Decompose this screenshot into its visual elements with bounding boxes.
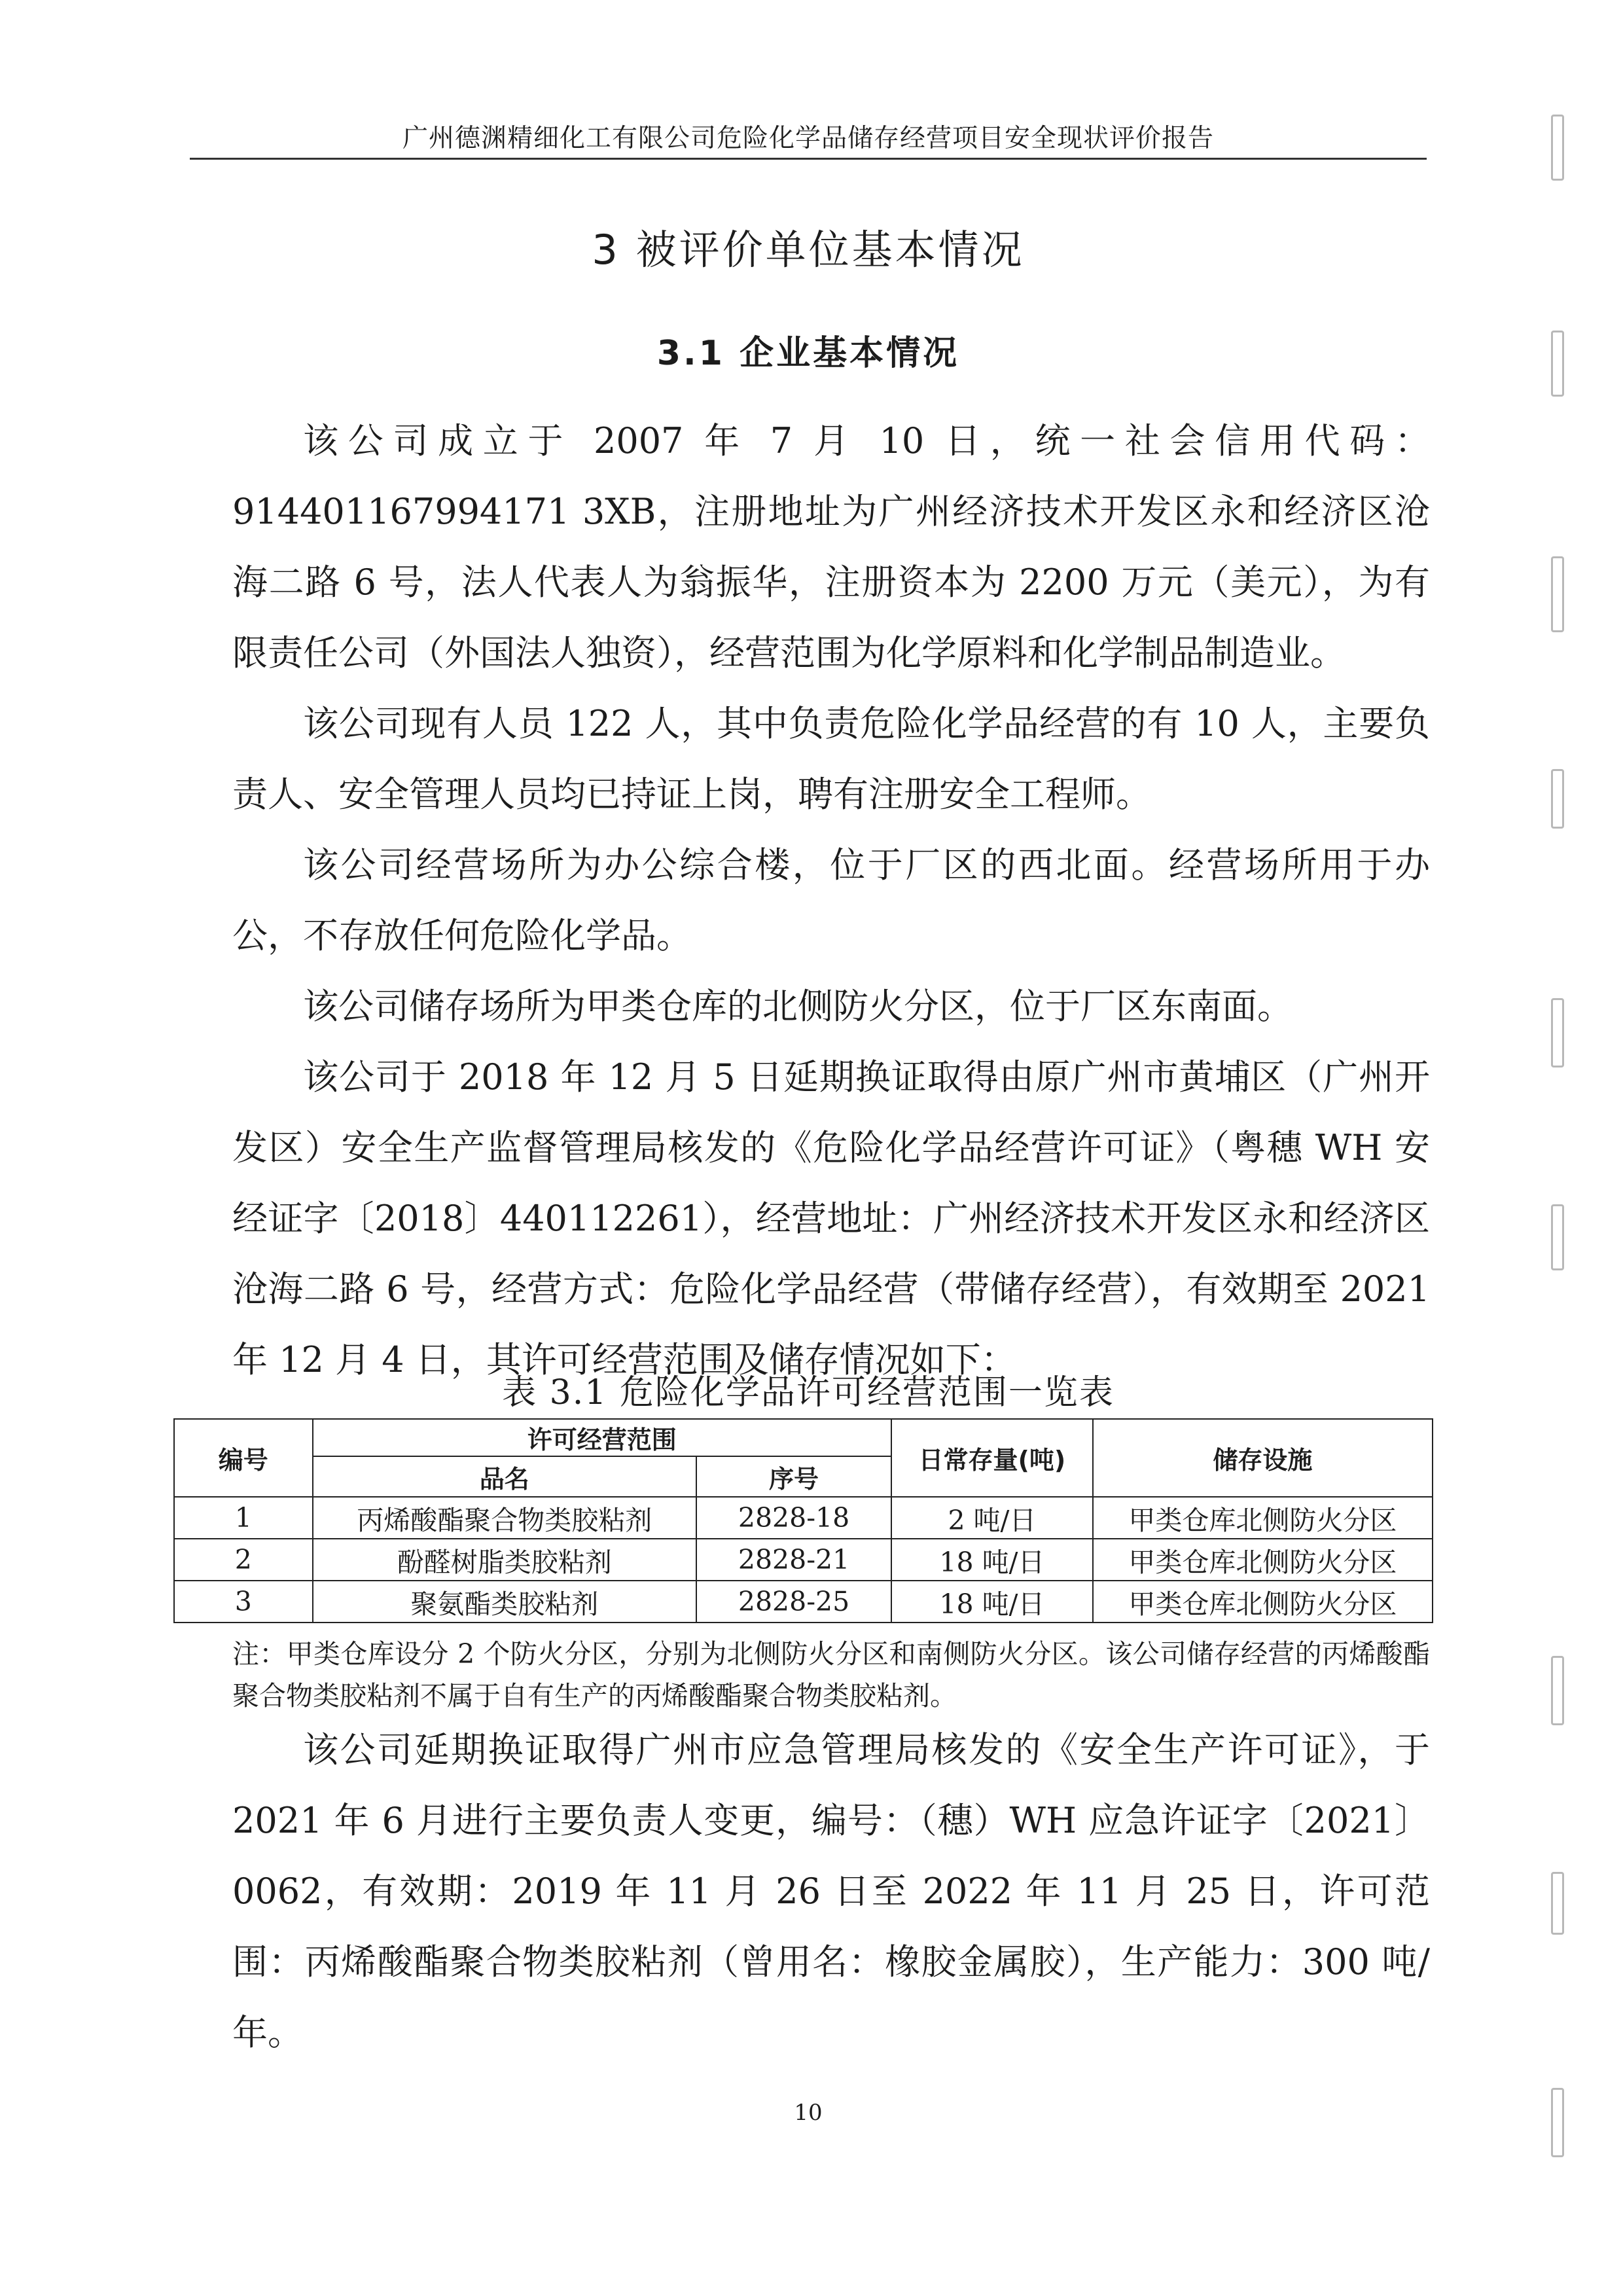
header-scope: 许可经营范围 [313, 1419, 892, 1456]
paragraph-company-registration: 该公司成立于 2007 年 7 月 10 日，统一社会信用代码：914401167994171 3XB，注册地址为广州经济技术开发区永和经济区沧海二路 6 号，法人代表人为翁振华，注册资本为 2200 万元（美元），为有限责任公司（外国法人独资），经营范围为化学原料和化学制品制造业。 [232, 420, 1430, 673]
header-facility: 储存设施 [1093, 1419, 1433, 1497]
cell-serial: 2828-25 [696, 1581, 891, 1623]
license-scope-table [173, 1418, 1433, 1623]
paragraph-business-premises: 该公司经营场所为办公综合楼，位于厂区的西北面。经营场所用于办公，不存放任何危险化学品。 [232, 844, 1430, 956]
cell-qty: 2 吨/日 [891, 1497, 1093, 1539]
cell-no: 1 [174, 1497, 313, 1539]
cell-name: 丙烯酸酯聚合物类胶粘剂 [313, 1497, 697, 1539]
cell-name: 酚醛树脂类胶粘剂 [313, 1539, 697, 1581]
binding-mark [1551, 115, 1564, 181]
table-row [174, 1497, 1433, 1539]
table-row [174, 1581, 1433, 1623]
cell-facility: 甲类仓库北侧防火分区 [1093, 1497, 1433, 1539]
cell-facility: 甲类仓库北侧防火分区 [1093, 1539, 1433, 1581]
section-title: 3.1 企业基本情况 [656, 334, 960, 373]
header-serial: 序号 [696, 1456, 891, 1497]
paragraph-production-license: 该公司延期换证取得广州市应急管理局核发的《安全生产许可证》，于 2021 年 6 月进行主要负责人变更，编号：（穗）WH 应急许证字〔2021〕0062，有效期：2019 年 11 月 26 日至 2022 年 11 月 25 日，许可范围：丙烯酸酯聚合物类胶粘剂（曾用名：橡胶金属胶），生产能力：300 吨/年。 [232, 1729, 1430, 2053]
header-name: 品名 [313, 1456, 697, 1497]
binding-mark [1551, 998, 1564, 1067]
binding-mark [1551, 769, 1564, 829]
chapter-title: 3 被评价单位基本情况 [592, 226, 1025, 274]
table-note: 注：甲类仓库设分 2 个防火分区，分别为北侧防火分区和南侧防火分区。该公司储存经营的丙烯酸酯聚合物类胶粘剂不属于自有生产的丙烯酸酯聚合物类胶粘剂。 [232, 1638, 1430, 1712]
cell-qty: 18 吨/日 [891, 1581, 1093, 1623]
cell-name: 聚氨酯类胶粘剂 [313, 1581, 697, 1623]
cell-serial: 2828-18 [696, 1497, 891, 1539]
header-divider [190, 158, 1427, 160]
table-header-row [174, 1419, 1433, 1456]
paragraph-operating-license: 该公司于 2018 年 12 月 5 日延期换证取得由原广州市黄埔区（广州开发区）安全生产监督管理局核发的《危险化学品经营许可证》（粤穗 WH 安经证字〔2018〕440112261），经营地址：广州经济技术开发区永和经济区沧海二路 6 号，经营方式：危险化学品经营（带储存经营），有效期至 2021 年 12 月 4 日，其许可经营范围及储存情况如下： [232, 1056, 1430, 1380]
page-number: 10 [794, 2100, 823, 2126]
paragraph-staff: 该公司现有人员 122 人，其中负责危险化学品经营的有 10 人，主要负责人、安全管理人员均已持证上岗，聘有注册安全工程师。 [232, 703, 1430, 815]
report-header: 广州德渊精细化工有限公司危险化学品储存经营项目安全现状评价报告 [402, 124, 1214, 153]
header-no: 编号 [174, 1419, 313, 1497]
cell-no: 3 [174, 1581, 313, 1623]
binding-mark [1551, 1204, 1564, 1270]
cell-serial: 2828-21 [696, 1539, 891, 1581]
table-caption: 表 3.1 危险化学品许可经营范围一览表 [502, 1373, 1115, 1412]
binding-mark [1551, 1872, 1564, 1935]
binding-mark [1551, 2088, 1564, 2157]
cell-facility: 甲类仓库北侧防火分区 [1093, 1581, 1433, 1623]
paragraph-storage-premises: 该公司储存场所为甲类仓库的北侧防火分区，位于厂区东南面。 [303, 986, 1293, 1027]
header-qty: 日常存量(吨) [891, 1419, 1093, 1497]
table-row [174, 1539, 1433, 1581]
cell-qty: 18 吨/日 [891, 1539, 1093, 1581]
binding-mark [1551, 1656, 1564, 1725]
binding-mark [1551, 556, 1564, 632]
cell-no: 2 [174, 1539, 313, 1581]
binding-mark [1551, 331, 1564, 397]
